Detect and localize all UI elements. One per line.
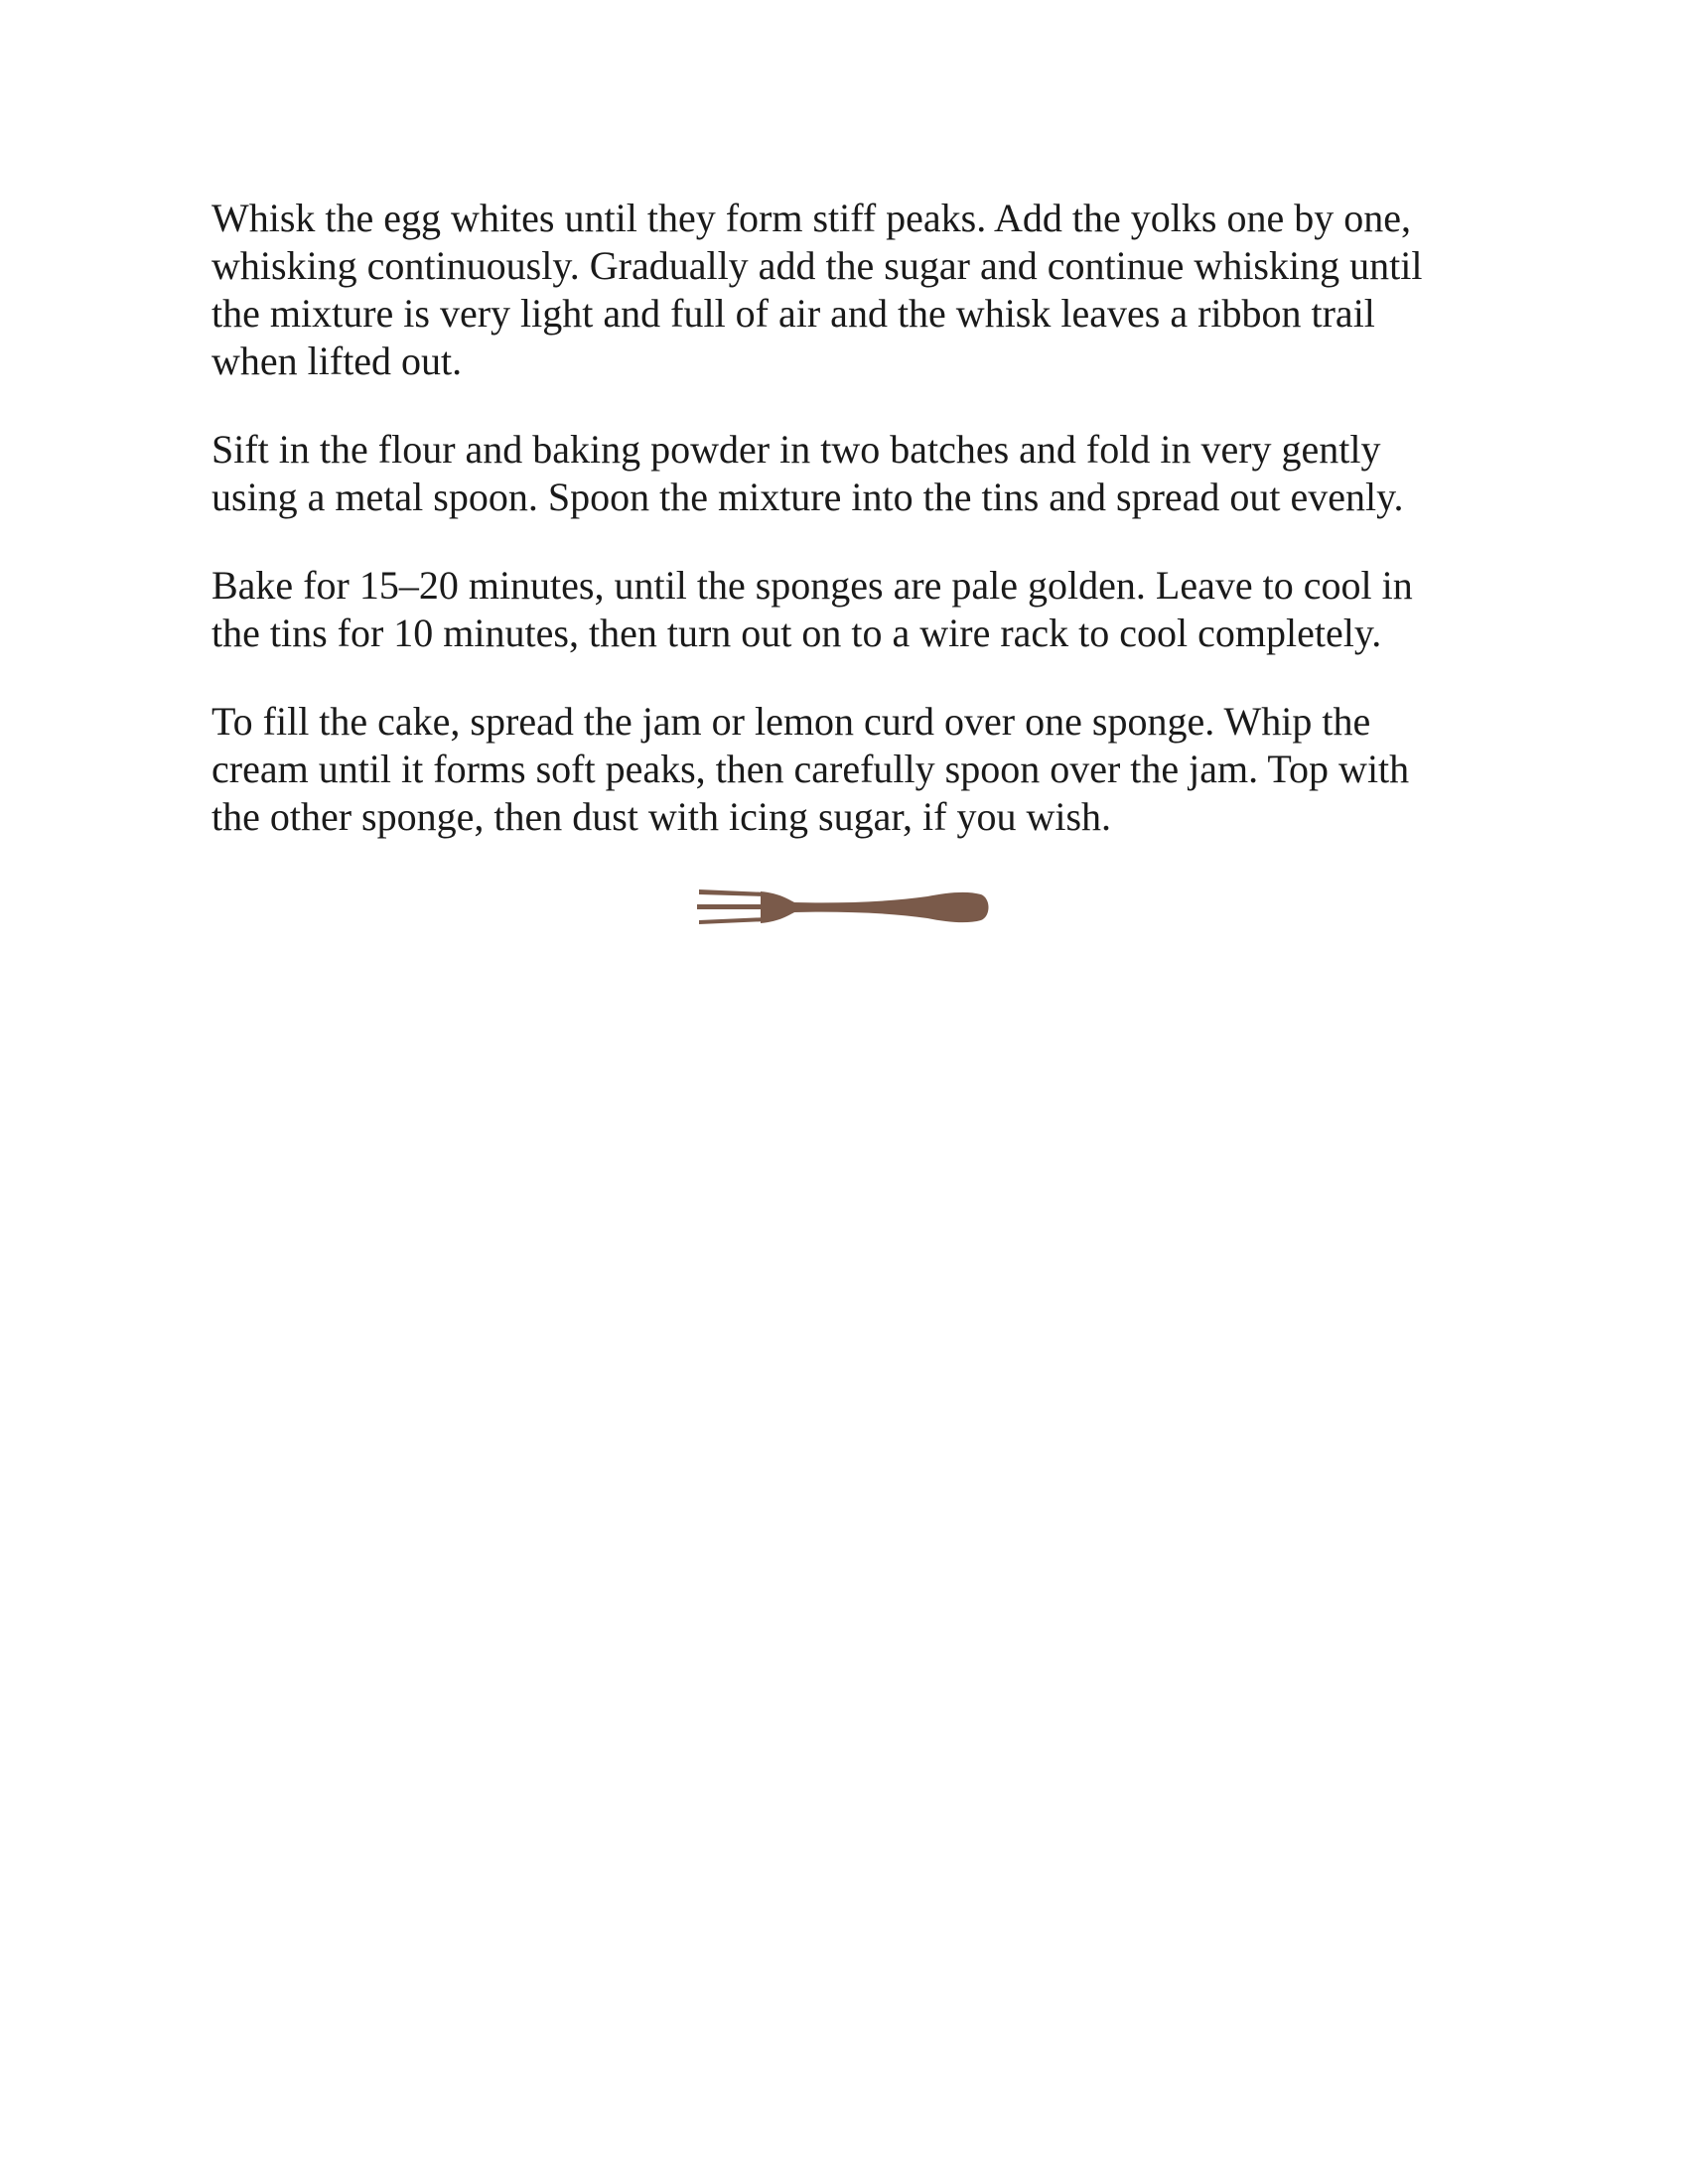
text-line: whisking continuously. Gradually add the sugar and continue whisking until (211, 243, 1423, 288)
text-line: when lifted out. (211, 339, 463, 383)
text-line: cream until it forms soft peaks, then carefully spoon over the jam. Top with (211, 747, 1410, 791)
paragraph-fill (211, 698, 1502, 841)
text-line: using a metal spoon. Spoon the mixture into the tins and spread out evenly. (211, 475, 1404, 519)
paragraph-whisk (211, 195, 1502, 385)
text-line: the mixture is very light and full of air and the whisk leaves a ribbon trail (211, 291, 1375, 336)
text-line: Whisk the egg whites until they form stiff peaks. Add the yolks one by one, (211, 196, 1411, 240)
paragraph-bake (211, 562, 1502, 657)
paragraph-sift (211, 426, 1502, 521)
fork-icon (697, 884, 990, 931)
text-line: the other sponge, then dust with icing sugar, if you wish. (211, 794, 1112, 839)
text-line: To fill the cake, spread the jam or lemon curd over one sponge. Whip the (211, 699, 1371, 744)
recipe-method-text (211, 195, 1502, 841)
text-line: the tins for 10 minutes, then turn out on to a wire rack to cool completely. (211, 611, 1382, 655)
text-line: Sift in the flour and baking powder in two batches and fold in very gently (211, 427, 1381, 472)
text-line: Bake for 15–20 minutes, until the sponges are pale golden. Leave to cool in (211, 563, 1413, 608)
